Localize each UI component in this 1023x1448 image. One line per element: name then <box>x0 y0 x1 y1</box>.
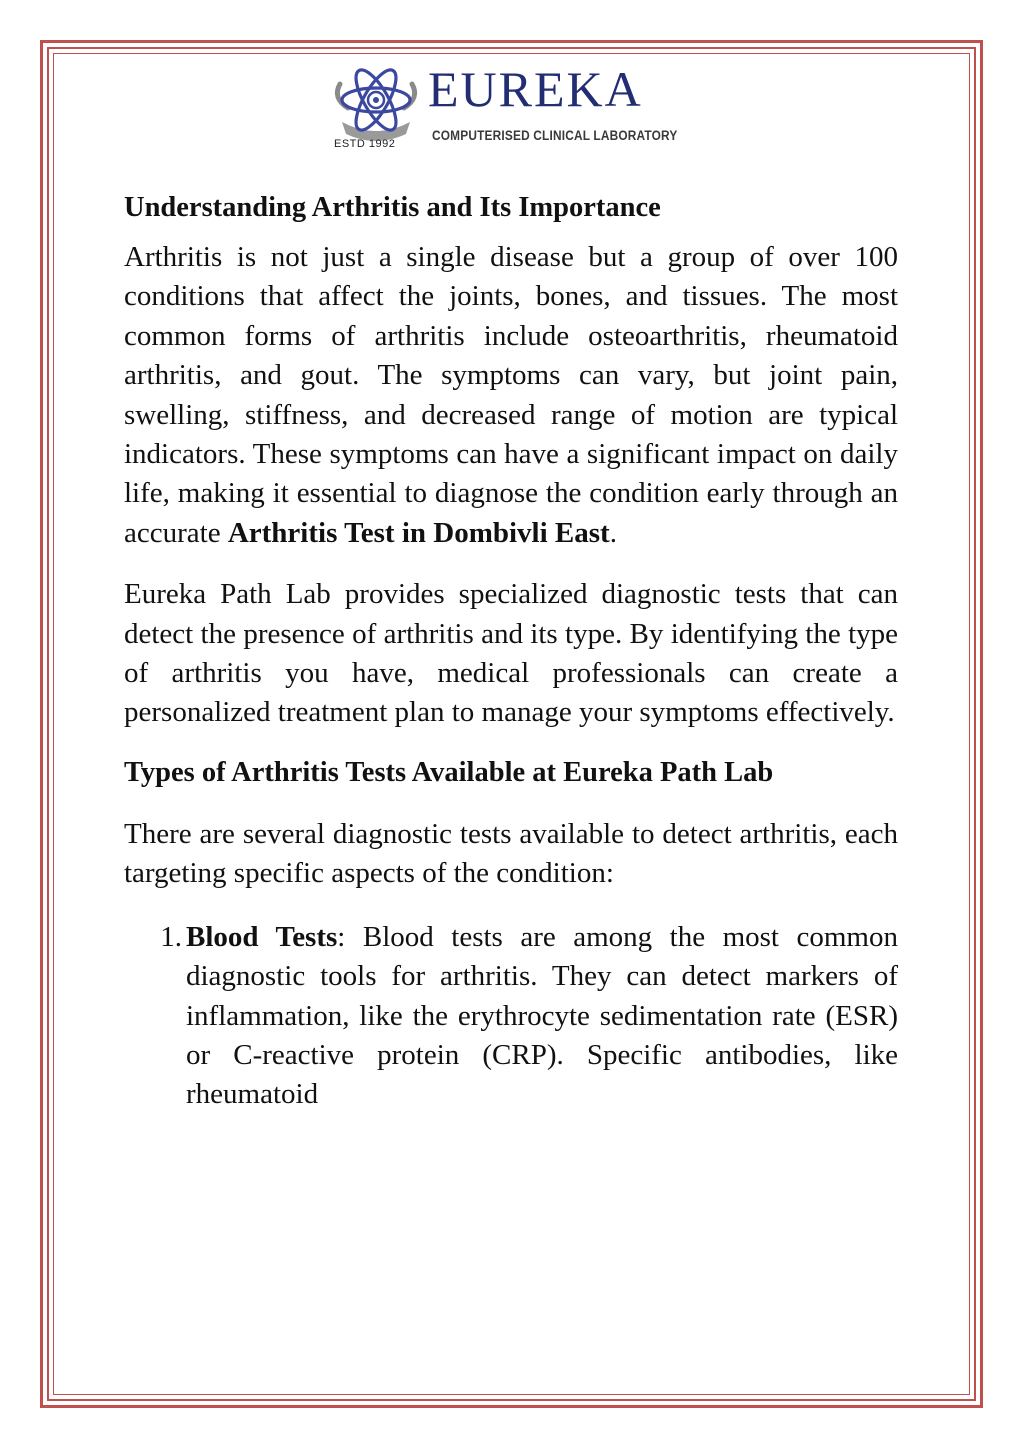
list-item-separator: : <box>337 920 363 953</box>
document-body <box>124 188 898 1115</box>
paragraph-test-intro: There are several diagnostic tests available to detect arthritis, each targeting specific aspects of the condition: <box>124 817 898 890</box>
eureka-logo <box>322 62 712 158</box>
logo-wordmark: EUREKA <box>428 61 643 117</box>
paragraph-text: Arthritis is not just a single disease but a group of over 100 conditions that affect the joints, bones, and tissues. The most common forms of arthritis include osteoarthritis, rheumatoid arthritis, and gout. The symptoms can vary, but joint pain, swelling, stiffness, and decreased range of motion are typical indicators. These symptoms can have a significant impact on daily life, making it essential to diagnose the condition early through an accurate <box>124 241 898 549</box>
list-item <box>124 918 898 1115</box>
atom-emblem-icon <box>326 64 426 144</box>
list-item-body <box>186 918 898 1115</box>
list-item-text: Blood tests are among the most common diagnostic tools for arthritis. They can detect markers of inflammation, like the erythrocyte sedimentation rate (ESR) or C-reactive protein (CRP). Specific antibodies, like rheumatoid <box>186 920 898 1111</box>
section-heading-test-types: Types of Arthritis Tests Available at Eureka Path Lab <box>124 756 774 788</box>
paragraph-eureka-services: Eureka Path Lab provides specialized diagnostic tests that can detect the presence of arthritis and its type. By identifying the type of arthritis you have, medical professionals can create a personalized treatment plan to manage your symptoms effectively. <box>124 578 898 729</box>
list-item-title: Blood Tests <box>186 920 338 953</box>
section-heading-understanding: Understanding Arthritis and Its Importance <box>124 192 661 223</box>
paragraph-arthritis-overview <box>124 238 898 553</box>
highlight-arthritis-test: Arthritis Test in Dombivli East <box>227 516 610 549</box>
logo-subtitle: COMPUTERISED CLINICAL LABORATORY <box>432 128 678 143</box>
paragraph-end: . <box>609 516 617 549</box>
list-item-number: 1. <box>160 920 182 953</box>
logo-established: ESTD 1992 <box>334 138 396 150</box>
